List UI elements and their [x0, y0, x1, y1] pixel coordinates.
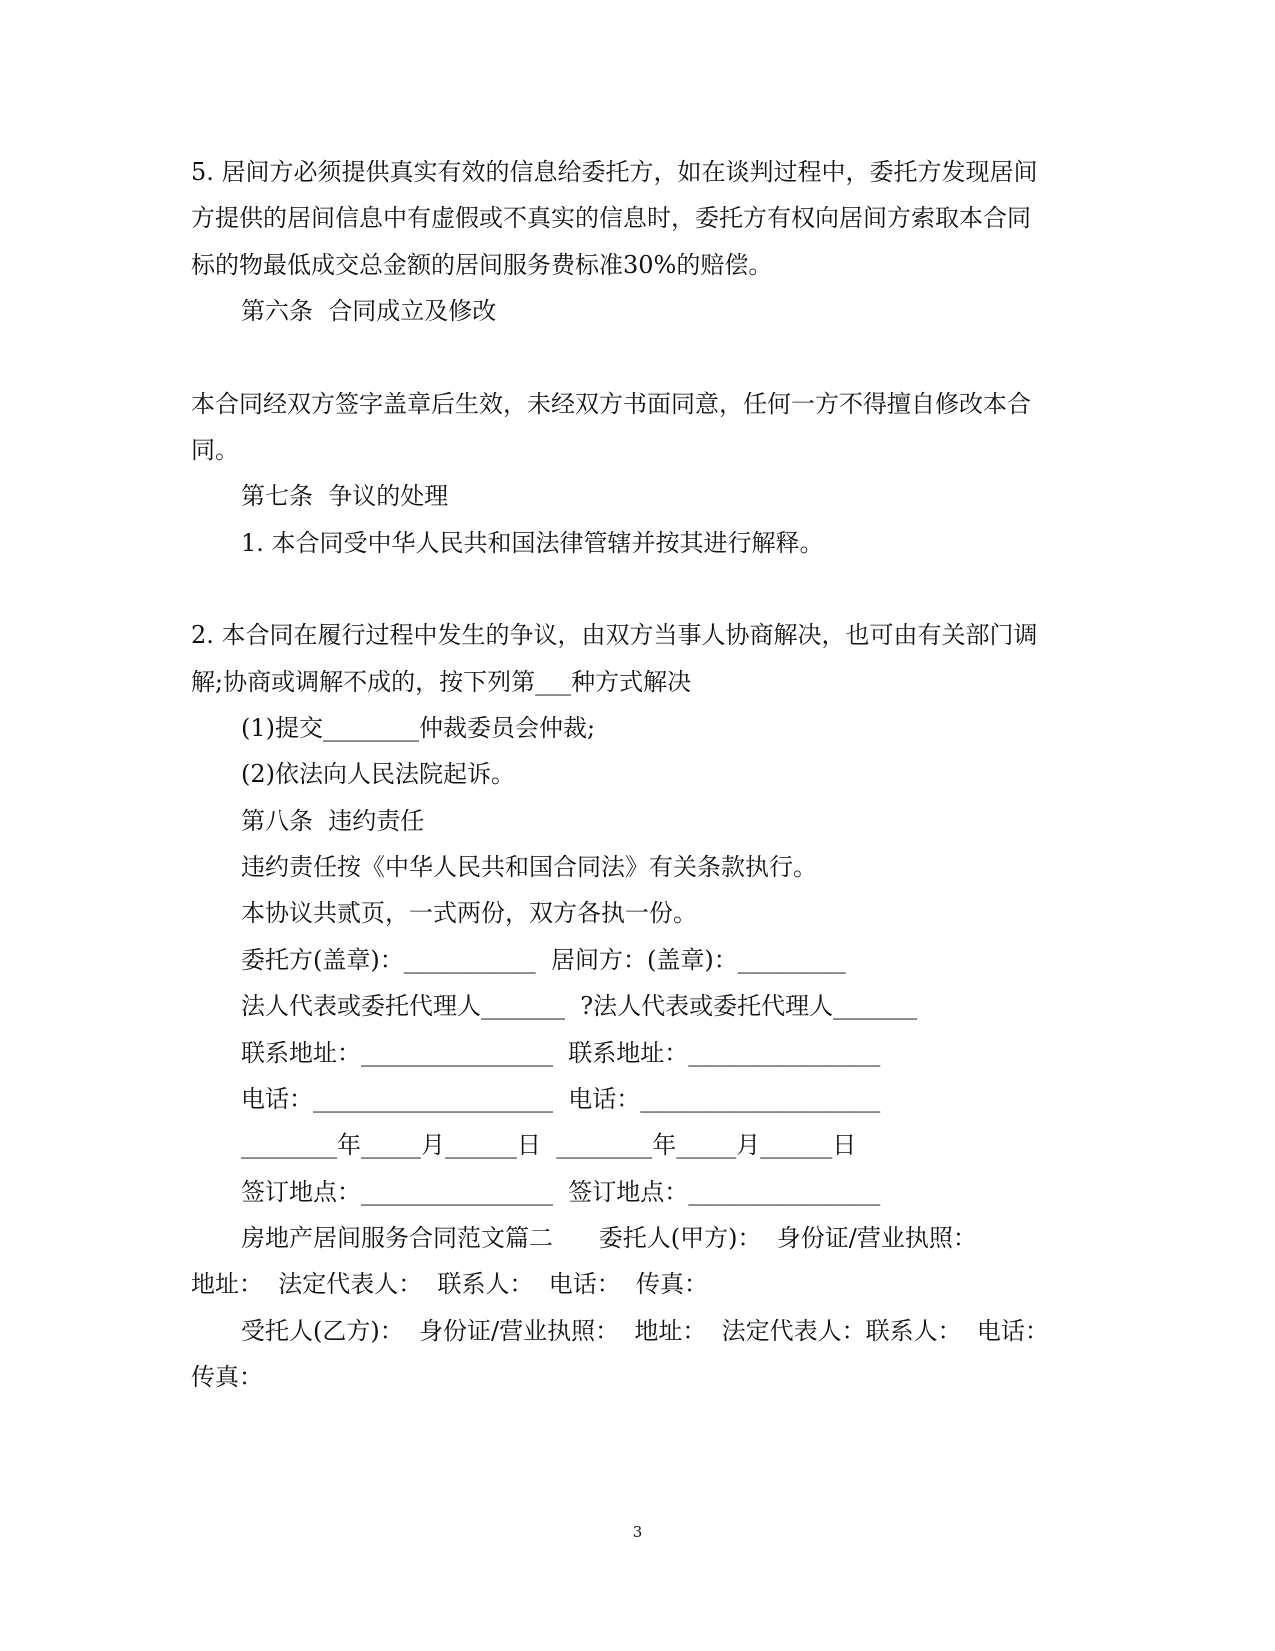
signature-place-line: 签订地点：________________ 签订地点：________________ [241, 1178, 881, 1206]
copies-statement: 本协议共贰页，一式两份，双方各执一份。 [241, 899, 697, 927]
article-8-heading: 第八条 违约责任 [241, 807, 425, 835]
signature-date-line: ________年_____月______日 ________年_____月______日 [241, 1131, 857, 1159]
signature-seal-line: 委托方(盖章)：___________ 居间方：(盖章)：_________ [241, 946, 846, 974]
article-6-text-line-1: 本合同经双方签字盖章后生效，未经双方书面同意，任何一方不得擅自修改本合 [191, 390, 1031, 418]
party-b-details-line-1: 受托人(乙方)： 身份证/营业执照： 地址： 法定代表人：联系人： 电话： [241, 1317, 1049, 1345]
article-8-text: 违约责任按《中华人民共和国合同法》有关条款执行。 [241, 853, 817, 881]
signature-representative-line: 法人代表或委托代理人_______ ?法人代表或委托代理人_______ [241, 992, 918, 1020]
clause-5-line-3: 标的物最低成交总金额的居间服务费标准30%的赔偿。 [191, 251, 773, 279]
article-7-heading: 第七条 争议的处理 [241, 482, 449, 510]
template-2-heading-line: 房地产居间服务合同范文篇二 委托人(甲方)： 身份证/营业执照： [241, 1224, 977, 1252]
signature-phone-line: 电话：____________________ 电话：____________________ [241, 1085, 881, 1113]
article-6-heading: 第六条 合同成立及修改 [241, 297, 497, 325]
dispute-option-2: (2)依法向人民法院起诉。 [241, 760, 515, 788]
page-number: 3 [632, 1523, 643, 1541]
article-7-clause-2-line-2: 解;协商或调解不成的，按下列第___种方式解决 [191, 668, 692, 696]
article-7-clause-2-line-1: 2. 本合同在履行过程中发生的争议，由双方当事人协商解决，也可由有关部门调 [191, 621, 1038, 649]
party-b-details-line-2: 传真： [191, 1363, 263, 1391]
party-a-details-line: 地址： 法定代表人： 联系人： 电话： 传真： [191, 1270, 709, 1298]
clause-5-line-2: 方提供的居间信息中有虚假或不真实的信息时，委托方有权向居间方索取本合同 [191, 204, 1031, 232]
article-7-clause-1: 1. 本合同受中华人民共和国法律管辖并按其进行解释。 [241, 529, 824, 557]
article-6-text-line-2: 同。 [191, 436, 239, 464]
clause-5-line-1: 5. 居间方必须提供真实有效的信息给委托方，如在谈判过程中，委托方发现居间 [191, 158, 1038, 186]
dispute-option-1: (1)提交________仲裁委员会仲裁; [241, 714, 596, 742]
signature-address-line: 联系地址：________________ 联系地址：________________ [241, 1039, 881, 1067]
